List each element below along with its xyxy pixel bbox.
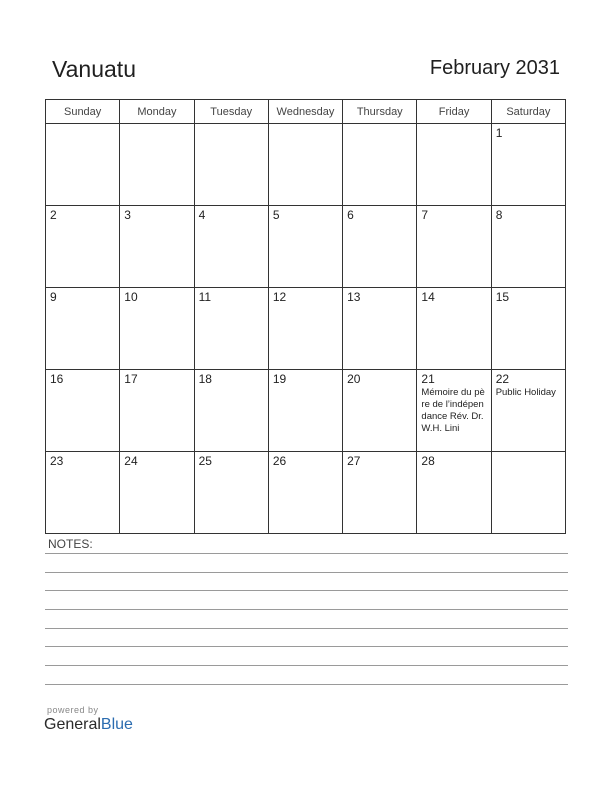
note-line [45, 572, 568, 573]
day-number: 15 [495, 290, 510, 304]
day-cell [194, 124, 268, 206]
weekday-sunday: Sunday [46, 100, 120, 124]
day-cell [417, 452, 491, 534]
weekday-monday: Monday [120, 100, 194, 124]
day-number: 7 [421, 208, 429, 222]
day-number: 26 [272, 454, 287, 468]
day-number: 9 [50, 290, 57, 304]
day-number: 5 [272, 208, 280, 222]
day-cell [491, 288, 565, 370]
day-number: 21 [421, 372, 435, 386]
day-number: 20 [347, 372, 361, 386]
note-line [45, 646, 568, 647]
note-line [45, 609, 568, 610]
week-row [46, 370, 566, 452]
day-cell [120, 370, 194, 452]
day-cell [491, 124, 565, 206]
day-cell [268, 288, 342, 370]
day-cell [120, 124, 194, 206]
day-number: 22 [495, 372, 510, 386]
day-cell [417, 124, 491, 206]
day-cell [120, 206, 194, 288]
notes-label: NOTES: [48, 537, 93, 551]
day-cell [343, 370, 417, 452]
day-cell [268, 452, 342, 534]
weekday-header-row [46, 100, 566, 124]
day-cell [268, 370, 342, 452]
day-cell [343, 452, 417, 534]
day-cell [120, 452, 194, 534]
footer-logo [44, 705, 133, 734]
day-number: 28 [421, 454, 435, 468]
holiday-label: Mémoire du père de l’indépendance Rév. Dr. W.H. Lini [421, 387, 485, 434]
day-number: 1 [495, 126, 503, 140]
weekday-thursday: Thursday [343, 100, 417, 124]
powered-by-text: powered by [47, 705, 99, 715]
day-cell [194, 288, 268, 370]
day-number: 17 [124, 372, 138, 386]
day-number: 8 [495, 208, 503, 222]
note-line [45, 665, 568, 666]
day-cell [343, 288, 417, 370]
month-title: February 2031 [429, 57, 560, 79]
calendar-grid [45, 99, 566, 534]
brand-logo [44, 716, 133, 734]
day-cell-holiday [417, 370, 491, 452]
day-number: 12 [272, 290, 287, 304]
day-number: 4 [198, 208, 206, 222]
weekday-saturday: Saturday [491, 100, 565, 124]
day-cell [46, 124, 120, 206]
week-row [46, 452, 566, 534]
day-number: 24 [124, 454, 138, 468]
brand-blue: Blue [100, 716, 133, 733]
day-cell [491, 206, 565, 288]
day-number: 13 [347, 290, 361, 304]
day-cell [417, 288, 491, 370]
day-number: 11 [198, 290, 212, 304]
day-cell [46, 370, 120, 452]
weekday-tuesday: Tuesday [194, 100, 268, 124]
note-line [45, 553, 568, 554]
note-line [45, 590, 568, 591]
day-cell [343, 124, 417, 206]
day-number: 23 [50, 454, 64, 468]
day-number: 6 [347, 208, 354, 222]
weekday-wednesday: Wednesday [268, 100, 342, 124]
day-cell [268, 124, 342, 206]
brand-general: General [44, 716, 101, 733]
day-cell-holiday [491, 370, 565, 452]
day-cell [46, 206, 120, 288]
day-cell [46, 288, 120, 370]
weekday-friday: Friday [417, 100, 491, 124]
week-row [46, 124, 566, 206]
day-number: 16 [50, 372, 64, 386]
day-number: 2 [50, 208, 57, 222]
week-row [46, 206, 566, 288]
week-row [46, 288, 566, 370]
day-cell [194, 452, 268, 534]
day-number: 18 [198, 372, 212, 386]
day-cell [46, 452, 120, 534]
day-cell [491, 452, 565, 534]
holiday-label: Public Holiday [495, 387, 556, 398]
day-number: 25 [198, 454, 212, 468]
day-cell [268, 206, 342, 288]
note-line [45, 684, 568, 685]
day-number: 14 [421, 290, 435, 304]
country-title: Vanuatu [52, 56, 136, 82]
day-cell [343, 206, 417, 288]
note-line [45, 628, 568, 629]
day-cell [120, 288, 194, 370]
day-cell [194, 206, 268, 288]
day-cell [194, 370, 268, 452]
day-number: 3 [124, 208, 131, 222]
day-number: 19 [272, 372, 287, 386]
day-number: 10 [124, 290, 138, 304]
day-cell [417, 206, 491, 288]
day-number: 27 [347, 454, 361, 468]
